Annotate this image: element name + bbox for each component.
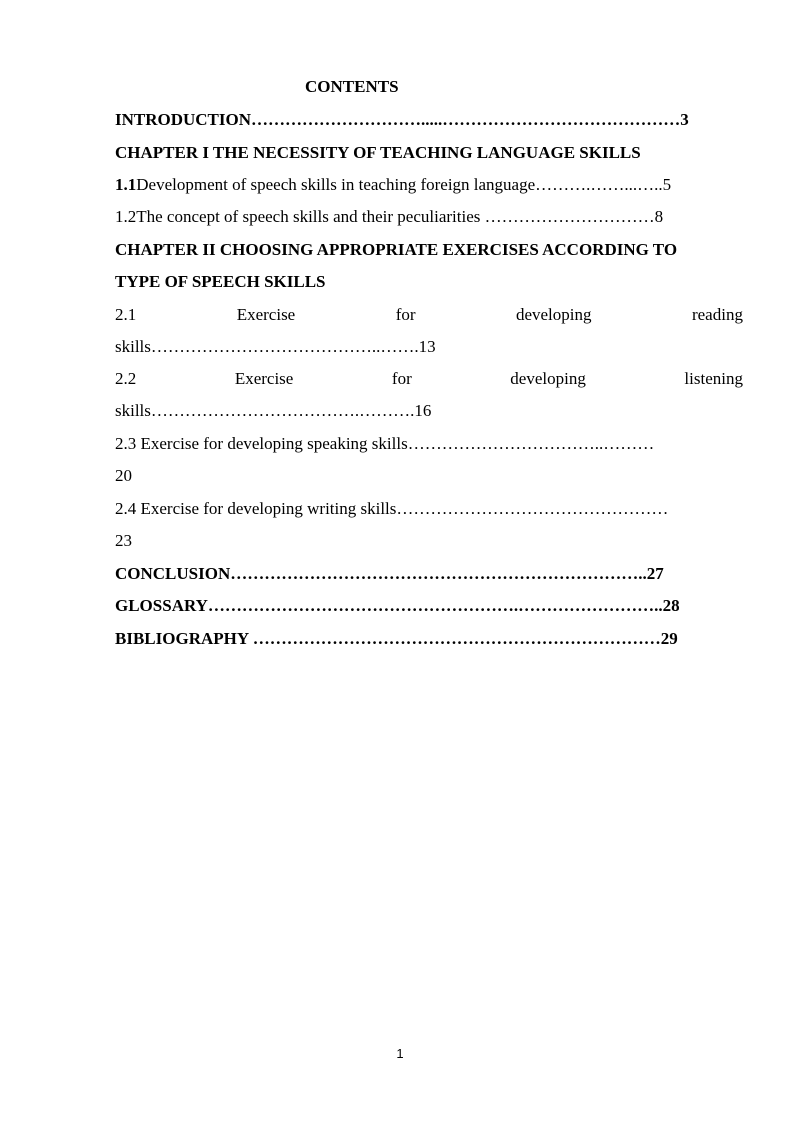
- word: listening: [684, 369, 743, 388]
- word: 2.1: [115, 305, 137, 324]
- toc-section-2-2-cont: skills……………………………….……….16: [115, 401, 432, 420]
- word: reading: [691, 305, 743, 324]
- word: developing: [515, 305, 592, 324]
- word: for: [391, 369, 412, 388]
- word: developing: [510, 369, 586, 388]
- toc-section-1-1: [115, 174, 743, 196]
- toc-introduction: INTRODUCTION………………………….....……………………………………3: [115, 110, 689, 129]
- section-number: 1.1: [115, 175, 137, 194]
- toc-conclusion: CONCLUSION………………………………………………………………..27: [115, 564, 664, 583]
- page-number: 1: [396, 1046, 404, 1061]
- toc-section-2-1: [115, 304, 743, 326]
- toc-section-2-2: [115, 368, 743, 390]
- toc-chapter-1: CHAPTER I THE NECESSITY OF TEACHING LANGUAGE SKILLS: [115, 143, 641, 162]
- toc-section-2-4: 2.4 Exercise for developing writing skills…………………………………………: [115, 499, 669, 518]
- section-text: Development of speech skills in teaching foreign language……….……...…..5: [136, 175, 672, 194]
- toc-section-2-3-cont: 20: [115, 466, 132, 485]
- toc-section-2-1-cont: skills…………………………………..…….13: [115, 337, 436, 356]
- page-title: CONTENTS: [305, 77, 399, 96]
- toc-section-2-3: 2.3 Exercise for developing speaking skills……………………………..………: [115, 434, 655, 453]
- word: 2.2: [115, 369, 137, 388]
- word: Exercise: [234, 369, 294, 388]
- word: for: [395, 305, 416, 324]
- toc-chapter-2-line-2: TYPE OF SPEECH SKILLS: [115, 272, 326, 291]
- word: Exercise: [236, 305, 296, 324]
- toc-section-1-2: 1.2The concept of speech skills and their peculiarities …………………………8: [115, 207, 664, 226]
- toc-chapter-2-line-1: CHAPTER II CHOOSING APPROPRIATE EXERCISES ACCORDING TO: [115, 240, 678, 259]
- toc-glossary: GLOSSARY……………………………………………….……………………..28: [115, 596, 680, 615]
- toc-bibliography: BIBLIOGRAPHY ………………………………………………………………29: [115, 629, 678, 648]
- toc-section-2-4-cont: 23: [115, 531, 132, 550]
